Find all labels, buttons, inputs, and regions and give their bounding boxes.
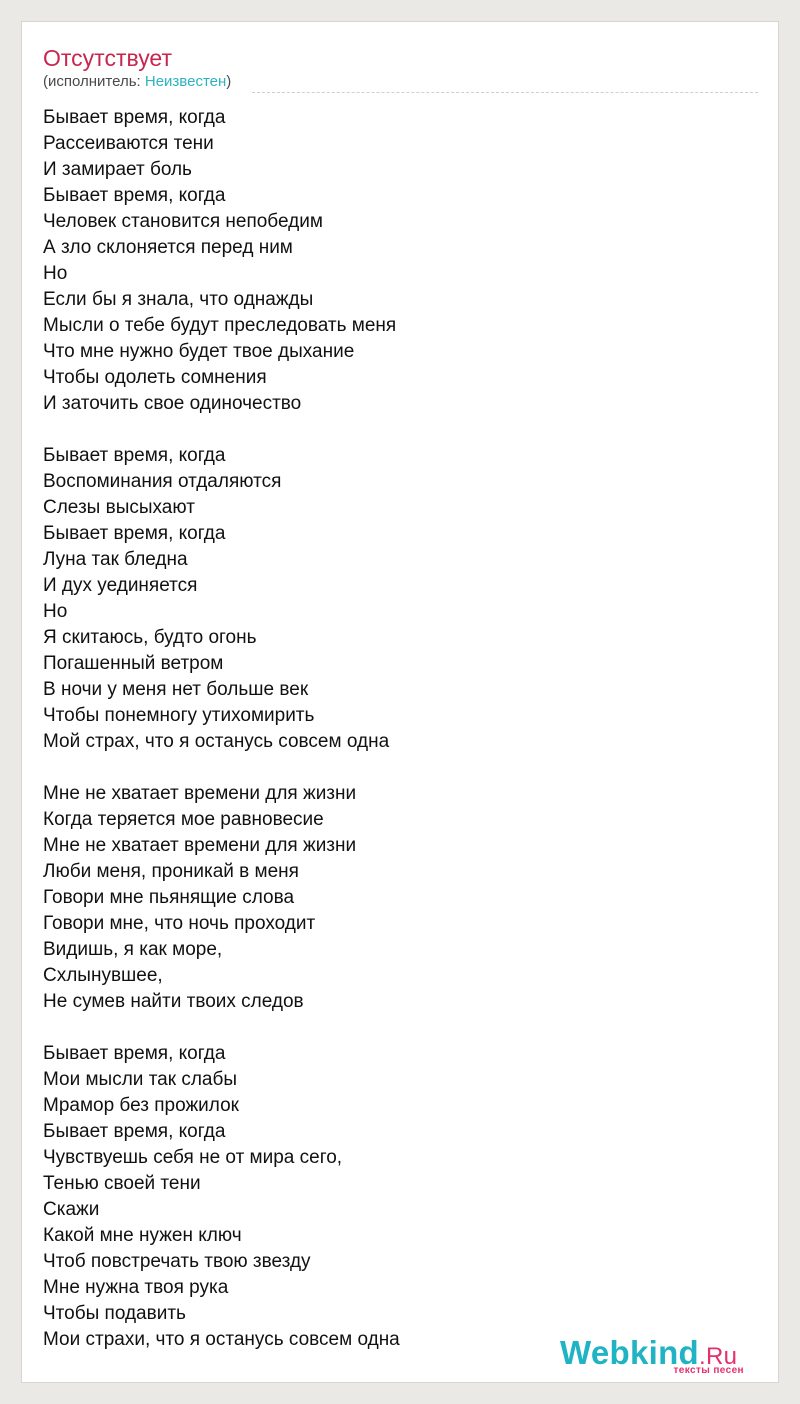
lyric-line: Бывает время, когда bbox=[43, 185, 226, 206]
lyric-line: Луна так бледна bbox=[43, 549, 188, 570]
header-divider bbox=[252, 92, 758, 93]
artist-meta-suffix: ) bbox=[226, 73, 232, 90]
lyrics-body bbox=[43, 105, 400, 1353]
lyric-line: Чтобы одолеть сомнения bbox=[43, 367, 267, 388]
lyric-line: И заточить свое одиночество bbox=[43, 393, 302, 414]
lyric-line: Мне не хватает времени для жизни bbox=[43, 783, 357, 804]
lyric-line: Погашенный ветром bbox=[43, 653, 224, 674]
lyric-line: Бывает время, когда bbox=[43, 107, 226, 128]
logo-domain: .Ru bbox=[699, 1343, 738, 1370]
lyric-line: Мрамор без прожилок bbox=[43, 1095, 239, 1116]
artist-link[interactable]: Неизвестен bbox=[144, 73, 227, 90]
lyrics-stanza bbox=[43, 781, 400, 1015]
lyric-line: Что мне нужно будет твое дыхание bbox=[43, 341, 355, 362]
lyric-line: Говори мне, что ночь проходит bbox=[43, 913, 316, 934]
lyric-line: А зло склоняется перед ним bbox=[43, 237, 293, 258]
lyric-line: Мои страхи, что я останусь совсем одна bbox=[43, 1329, 400, 1350]
lyric-line: Если бы я знала, что однажды bbox=[43, 289, 314, 310]
lyric-line: Бывает время, когда bbox=[43, 445, 226, 466]
artist-meta-prefix: (исполнитель: bbox=[43, 73, 145, 90]
lyric-line: Бывает время, когда bbox=[43, 1121, 226, 1142]
lyric-line: В ночи у меня нет больше век bbox=[43, 679, 309, 700]
artist-meta bbox=[43, 73, 231, 91]
song-title: Отсутствует bbox=[43, 45, 172, 71]
lyric-line: И замирает боль bbox=[43, 159, 192, 180]
lyric-line: Но bbox=[43, 263, 68, 284]
lyric-line: Но bbox=[43, 601, 68, 622]
lyric-line: Воспоминания отдаляются bbox=[43, 471, 282, 492]
lyric-line: Мысли о тебе будут преследовать меня bbox=[43, 315, 397, 336]
lyric-line: Схлынувшее, bbox=[43, 965, 163, 986]
lyric-line: Люби меня, проникай в меня bbox=[43, 861, 299, 882]
lyric-line: Когда теряется мое равновесие bbox=[43, 809, 324, 830]
lyric-line: Слезы высыхают bbox=[43, 497, 195, 518]
lyric-line: Чтобы понемногу утихомирить bbox=[43, 705, 315, 726]
lyrics-card bbox=[21, 21, 779, 1383]
lyric-line: Видишь, я как море, bbox=[43, 939, 223, 960]
lyric-line: Чувствуешь себя не от мира сего, bbox=[43, 1147, 343, 1168]
lyric-line: Рассеиваются тени bbox=[43, 133, 214, 154]
lyric-line: Говори мне пьянящие слова bbox=[43, 887, 295, 908]
lyric-line: Человек становится непобедим bbox=[43, 211, 323, 232]
logo-name: Webkind bbox=[560, 1334, 699, 1371]
lyric-line: Я скитаюсь, будто огонь bbox=[43, 627, 257, 648]
lyric-line: Бывает время, когда bbox=[43, 523, 226, 544]
lyric-line: Мне не хватает времени для жизни bbox=[43, 835, 357, 856]
lyric-line: Бывает время, когда bbox=[43, 1043, 226, 1064]
logo-tagline: тексты песен bbox=[673, 1365, 744, 1376]
site-logo[interactable] bbox=[560, 1336, 750, 1376]
lyric-line: Не сумев найти твоих следов bbox=[43, 991, 304, 1012]
lyric-line: Мои мысли так слабы bbox=[43, 1069, 238, 1090]
lyric-line: Скажи bbox=[43, 1199, 100, 1220]
lyric-line: И дух уединяется bbox=[43, 575, 198, 596]
lyric-line: Тенью своей тени bbox=[43, 1173, 201, 1194]
lyric-line: Какой мне нужен ключ bbox=[43, 1225, 242, 1246]
lyric-line: Мне нужна твоя рука bbox=[43, 1277, 229, 1298]
lyrics-stanza bbox=[43, 105, 400, 417]
lyrics-stanza bbox=[43, 1041, 400, 1353]
lyric-line: Чтоб повстречать твою звезду bbox=[43, 1251, 311, 1272]
lyric-line: Чтобы подавить bbox=[43, 1303, 186, 1324]
lyrics-stanza bbox=[43, 443, 400, 755]
lyric-line: Мой страх, что я останусь совсем одна bbox=[43, 731, 390, 752]
